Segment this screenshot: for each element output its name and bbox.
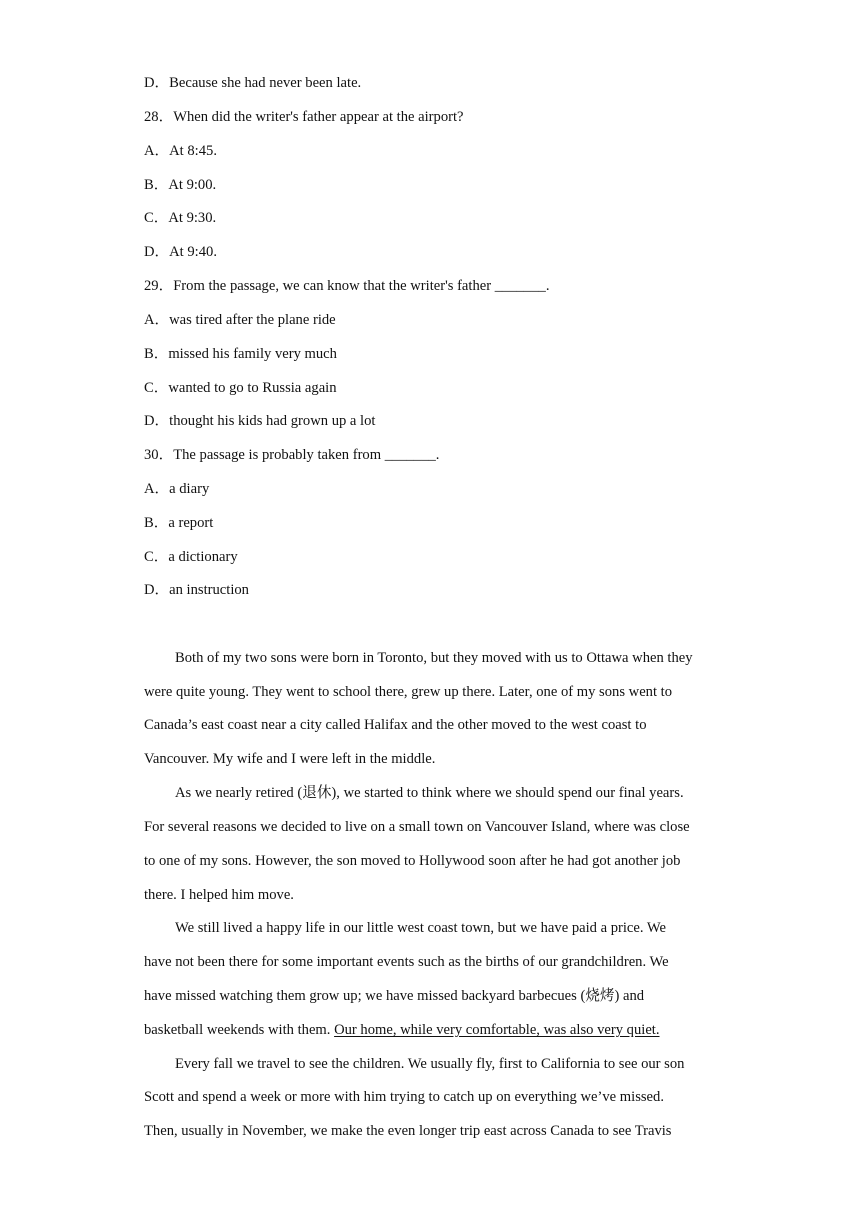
passage-p1-line-3: Canada’s east coast near a city called Halifax and the other moved to the west coast to [144,717,647,733]
passage-p1-line-2: were quite young. They went to school there, grew up there. Later, one of my sons went to [144,684,673,700]
q29-option-a: A．was tired after the plane ride [144,312,336,328]
q27-option-d: D．Because she had never been late. [144,75,362,91]
passage-p1-line-4: Vancouver. My wife and I were left in the middle. [144,751,436,767]
q30-option-d: D．an instruction [144,582,249,598]
q29-option-d: D．thought his kids had grown up a lot [144,413,376,429]
passage-p2-line-4: there. I helped him move. [144,887,294,903]
passage-p2-line-3: to one of my sons. However, the son moved to Hollywood soon after he had got another job [144,853,681,869]
passage-p1-line-1: Both of my two sons were born in Toronto, but they moved with us to Ottawa when they [175,650,693,666]
q28-option-b: B．At 9:00. [144,177,217,193]
q29-option-b: B．missed his family very much [144,346,337,362]
q29-question: 29．From the passage, we can know that the writer's father _______. [144,278,550,294]
q28-question: 28．When did the writer's father appear at the airport? [144,109,464,125]
q30-option-c: C．a dictionary [144,549,238,565]
q30-question: 30．The passage is probably taken from _______. [144,447,440,463]
q29-option-c: C．wanted to go to Russia again [144,380,337,396]
passage-p3-line-3: have missed watching them grow up; we have missed backyard barbecues (烧烤) and [144,988,645,1004]
q30-option-a: A．a diary [144,481,210,497]
underlined-sentence: Our home, while very comfortable, was also very quiet. [334,1022,660,1038]
passage-p4-line-3: Then, usually in November, we make the even longer trip east across Canada to see Travis [144,1123,672,1139]
passage-p3-line-2: have not been there for some important events such as the births of our grandchildren. We [144,954,669,970]
passage-p3-line-1: We still lived a happy life in our little west coast town, but we have paid a price. We [175,920,666,936]
q28-option-c: C．At 9:30. [144,210,217,226]
q28-option-d: D．At 9:40. [144,244,217,260]
passage-p3-text: basketball weekends with them. [144,1022,335,1038]
q30-option-b: B．a report [144,515,214,531]
passage-p4-line-1: Every fall we travel to see the children. We usually fly, first to California to see our son [175,1056,685,1072]
passage-p3-line-4 [144,1021,660,1039]
passage-p2-line-1: As we nearly retired (退休), we started to think where we should spend our final years. [175,785,684,801]
passage-p2-line-2: For several reasons we decided to live on a small town on Vancouver Island, where was close [144,819,690,835]
passage-p4-line-2: Scott and spend a week or more with him trying to catch up on everything we’ve missed. [144,1089,664,1105]
q28-option-a: A．At 8:45. [144,143,217,159]
